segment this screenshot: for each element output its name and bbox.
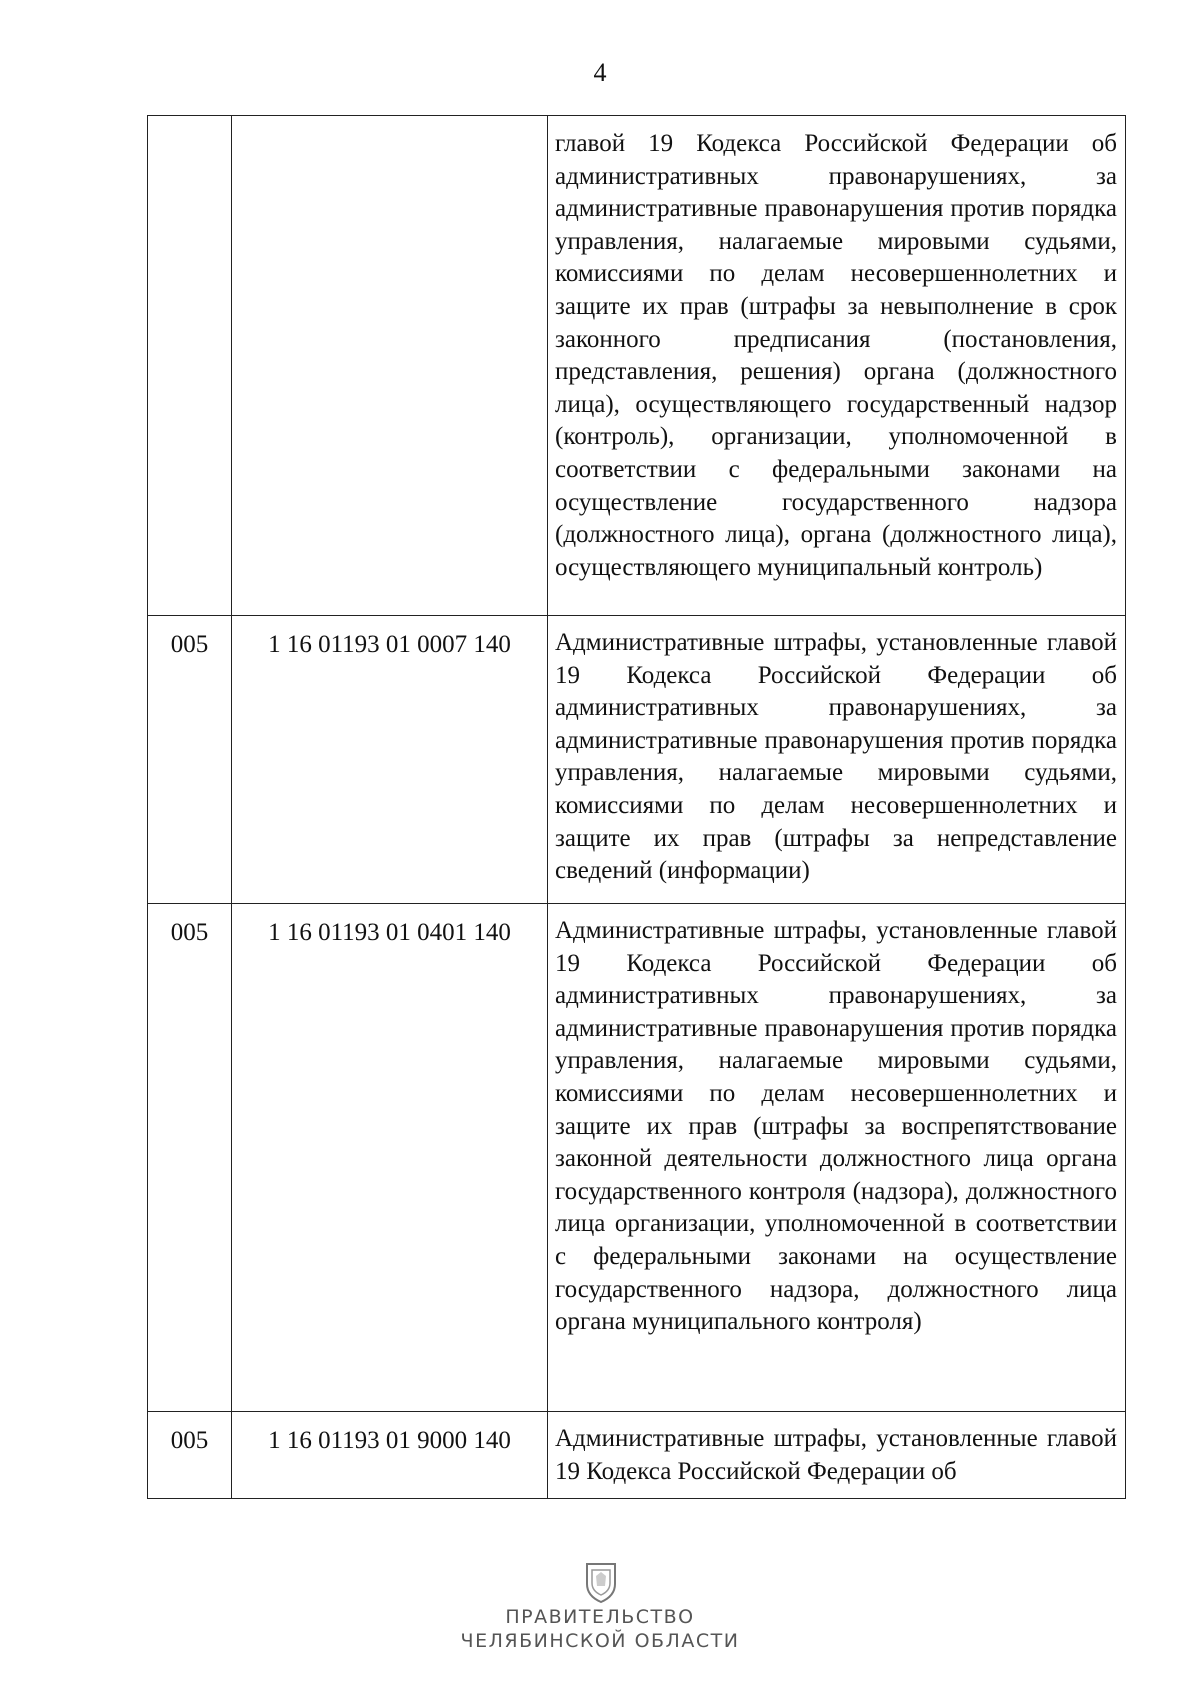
kbk-code-cell: 1 16 01193 01 0007 140 — [232, 616, 548, 904]
stamp-line-government: ПРАВИТЕЛЬСТВО — [505, 1606, 695, 1628]
description-cell — [548, 116, 1126, 616]
admin-code-cell: 005 — [148, 616, 232, 904]
revenue-codes-table — [147, 115, 1126, 1499]
table-row — [148, 116, 1126, 616]
description-text: Административные штрафы, установленные главой 19 Кодекса Российской Федерации об административных правонарушениях, за административные правонарушения против порядка управления, налагаемые мировыми судьями, комиссиями по делам несовершеннолетних и защите их прав (штрафы за непредставление сведений (информации) — [555, 629, 1117, 885]
kbk-code-cell — [232, 116, 548, 616]
kbk-code-cell: 1 16 01193 01 0401 140 — [232, 904, 548, 1412]
admin-code-cell: 005 — [148, 1412, 232, 1499]
page-number: 4 — [593, 58, 607, 87]
stamp-line-region: ЧЕЛЯБИНСКОЙ ОБЛАСТИ — [460, 1630, 740, 1652]
description-text: Административные штрафы, установленные главой 19 Кодекса Российской Федерации об административных правонарушениях, за административные правонарушения против порядка управления, налагаемые мировыми судьями, комиссиями по делам несовершеннолетних и защите их прав (штрафы за воспрепятствование законной деятельности должностного лица органа государственного контроля (надзора), должностного лица организации, уполномоченной в соответствии с федеральными законами на осуществление государственного надзора, должностного лица органа муниципального контроля) — [555, 917, 1117, 1336]
admin-code-cell: 005 — [148, 904, 232, 1412]
description-text: главой 19 Кодекса Российской Федерации об административных правонарушениях, за административные правонарушения против порядка управления, налагаемые мировыми судьями, комиссиями по делам несовершеннолетних и защите их прав (штрафы за невыполнение в срок законного предписания (постановления, представления, решения) органа (должностного лица), осуществляющего государственный надзор (контроль), организации, уполномоченной в соответствии с федеральными законами на осуществление государственного надзора (должностного лица), органа (должностного лица), осуществляющего муниципальный контроль) — [555, 130, 1117, 581]
description-text: Административные штрафы, установленные главой 19 Кодекса Российской Федерации об — [555, 1425, 1117, 1485]
coat-of-arms-icon — [583, 1560, 619, 1604]
table-row — [148, 904, 1126, 1412]
table-row — [148, 1412, 1126, 1499]
admin-code-cell — [148, 116, 232, 616]
description-cell — [548, 904, 1126, 1412]
kbk-code-cell: 1 16 01193 01 9000 140 — [232, 1412, 548, 1499]
description-cell — [548, 616, 1126, 904]
description-cell — [548, 1412, 1126, 1499]
table-row — [148, 616, 1126, 904]
